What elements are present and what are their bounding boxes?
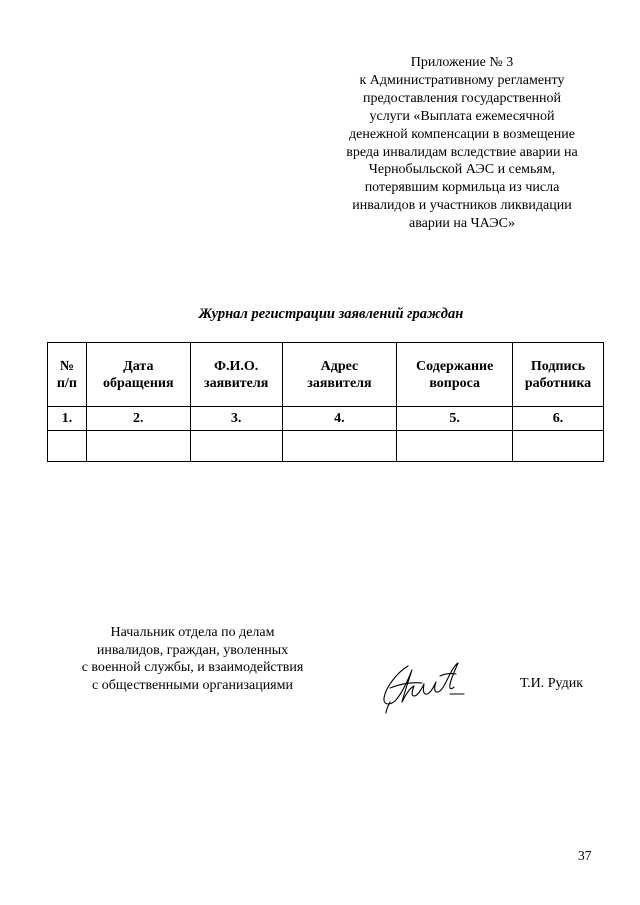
header-applicant-name (190, 343, 282, 407)
table-cell: 2. (86, 407, 190, 431)
header-employee-signature (513, 343, 604, 407)
page-number: 37 (578, 848, 592, 863)
header-line: Дата (123, 358, 154, 374)
appendix-line: к Административному регламенту (359, 72, 565, 88)
appendix-line: аварии на ЧАЭС» (409, 216, 515, 232)
header-line: работника (524, 375, 592, 391)
journal-table (47, 342, 604, 462)
header-question-content (397, 343, 513, 407)
signer-position (60, 624, 325, 694)
appendix-line: Чернобыльской АЭС и семьям, (368, 162, 556, 178)
table-header-row (48, 343, 604, 407)
table-cell: 6. (513, 407, 604, 431)
table-cell (282, 431, 397, 462)
header-line: обращения (103, 375, 174, 391)
appendix-header (330, 54, 594, 233)
header-applicant-address (282, 343, 397, 407)
appendix-line: инвалидов и участников ликвидации (352, 198, 572, 214)
table-cell (86, 431, 190, 462)
header-line: Содержание (416, 358, 494, 374)
table-row-numbering (48, 407, 604, 431)
table-cell: 1. (48, 407, 87, 431)
header-line: Подпись (530, 358, 586, 374)
header-date (86, 343, 190, 407)
appendix-line: денежной компенсации в возмещение (349, 126, 575, 142)
header-number (48, 343, 87, 407)
table-cell: 3. (190, 407, 282, 431)
signer-position-line: Начальник отдела по делам (110, 625, 275, 640)
appendix-line: потерявшим кормильца из числа (364, 180, 560, 196)
appendix-line: услуги «Выплата ежемесячной (369, 108, 555, 124)
table-cell: 5. (397, 407, 513, 431)
header-line: вопроса (429, 375, 481, 391)
table-cell: 4. (282, 407, 397, 431)
journal-title: Журнал регистрации заявлений граждан (198, 306, 464, 322)
signer-position-line: инвалидов, граждан, уволенных (96, 642, 289, 658)
table-cell (513, 431, 604, 462)
header-line: заявителя (307, 375, 372, 391)
table-row-empty (48, 431, 604, 462)
signer-name: Т.И. Рудик (520, 676, 584, 691)
appendix-line: вреда инвалидам вследствие аварии на (346, 144, 578, 160)
header-line: № (59, 358, 74, 374)
table-cell (397, 431, 513, 462)
handwritten-signature-icon (378, 658, 468, 716)
header-line: п/п (56, 375, 77, 391)
header-line: Адрес (320, 358, 359, 374)
appendix-line: предоставления государственной (362, 90, 562, 106)
signer-position-line: с военной службы, и взаимодействия (81, 660, 304, 675)
header-line: Ф.И.О. (213, 358, 259, 374)
appendix-line: Приложение № 3 (410, 55, 514, 70)
table-cell (190, 431, 282, 462)
table-cell (48, 431, 87, 462)
header-line: заявителя (203, 375, 269, 391)
signer-position-line: с общественными организациями (92, 677, 293, 693)
